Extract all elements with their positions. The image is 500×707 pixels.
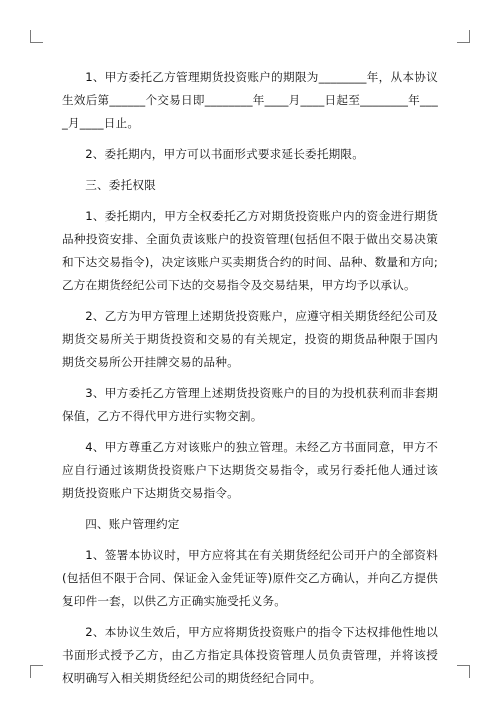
paragraph-authority-1: 1、委托期内，甲方全权委托乙方对期货投资账户内的资金进行期货品种投资安排、全面负责该账户的投资管理(包括但不限于做出交易决策和下达交易指令)，决定该账户买卖期货合约的时间、品种、数量和方向;乙方在期货经纪公司下达的交易指令及交易结果，甲方均予以承认。	[62, 209, 438, 292]
crop-mark-top-right	[457, 30, 470, 43]
section-heading-authority: 三、委托权限	[85, 178, 156, 192]
crop-mark-bottom-right	[457, 665, 470, 678]
crop-mark-bottom-left	[30, 665, 43, 678]
crop-mark-top-left	[30, 30, 43, 43]
paragraph-authority-4: 4、甲方尊重乙方对该账户的独立管理。未经乙方书面同意，甲方不应自行通过该期货投资账户下达期货交易指令，或另行委托他人通过该期货投资账户下达期货交易指令。	[62, 440, 438, 500]
paragraph-account-1: 1、签署本协议时，甲方应将其在有关期货经纪公司开户的全部资料(包括但不限于合同、保证金入金凭证等)原件交乙方确认，并向乙方提供复印件一套，以供乙方正确实施受托义务。	[62, 548, 438, 608]
paragraph-account-2: 2、本协议生效后，甲方应将期货投资账户的指令下达权排他性地以书面形式授予乙方，由乙方指定具体投资管理人员负责管理，并将该授权明确写入相关期货经纪公司的期货经纪合同中。	[62, 625, 438, 685]
paragraph-authority-3: 3、甲方委托乙方管理上述期货投资账户的目的为投机获利而非套期保值，乙方不得代甲方进行实物交割。	[62, 386, 438, 423]
paragraph-extension: 2、委托期内，甲方可以书面形式要求延长委托期限。	[85, 147, 365, 161]
document-page	[62, 66, 438, 690]
section-heading-account-management: 四、账户管理约定	[85, 517, 180, 531]
paragraph-authority-2: 2、乙方为甲方管理上述期货投资账户，应遵守相关期货经纪公司及期货交易所关于期货投资和交易的有关规定，投资的期货品种限于国内期货交易所公开挂牌交易的品种。	[62, 309, 438, 369]
paragraph-term-period: 1、甲方委托乙方管理期货投资账户的期限为________年，从本协议生效后第______个交易日即________年____月____日起至________年____月____日止。	[62, 70, 438, 130]
